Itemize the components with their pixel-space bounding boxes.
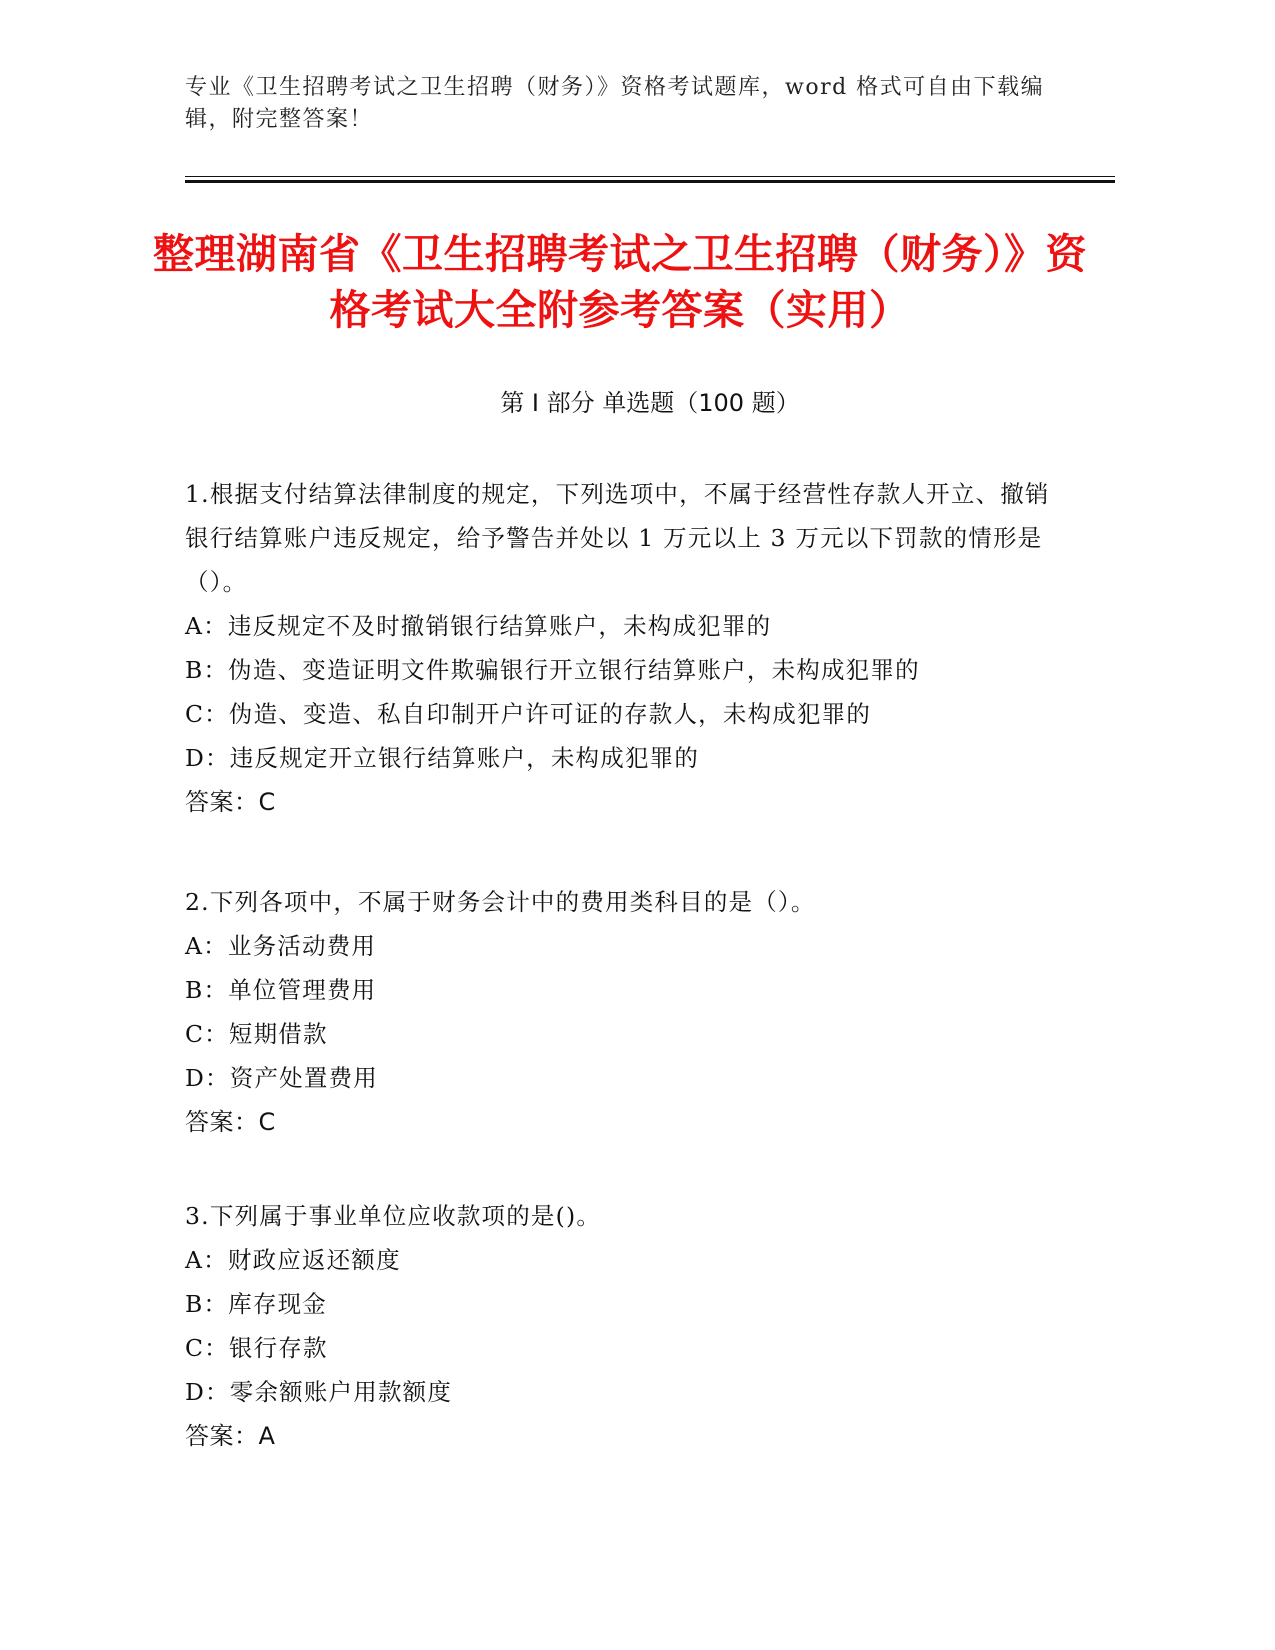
option-c: C：短期借款	[185, 1020, 328, 1048]
option-d: D：违反规定开立银行结算账户，未构成犯罪的	[185, 744, 700, 772]
option-a: A：违反规定不及时撤销银行结算账户，未构成犯罪的	[185, 612, 772, 640]
option-a: A：财政应返还额度	[185, 1246, 401, 1274]
question-1	[185, 472, 1065, 824]
option-d: D：零余额账户用款额度	[185, 1378, 453, 1406]
question-2	[185, 880, 1065, 1144]
question-stem: 2.下列各项中，不属于财务会计中的费用类科目的是（）。	[185, 888, 816, 916]
option-b: B：伪造、变造证明文件欺骗银行开立银行结算账户，未构成犯罪的	[185, 656, 920, 684]
question-stem: 1.根据支付结算法律制度的规定，下列选项中，不属于经营性存款人开立、撤销银行结算账户违反规定，给予警告并处以 1 万元以上 3 万元以下罚款的情形是（）。	[185, 480, 1050, 596]
option-b: B：库存现金	[185, 1290, 327, 1318]
question-stem: 3.下列属于事业单位应收款项的是()。	[185, 1202, 602, 1230]
section-heading: 第 I 部分 单选题（100 题）	[500, 389, 800, 417]
option-c: C：银行存款	[185, 1334, 328, 1362]
document-title: 整理湖南省《卫生招聘考试之卫生招聘（财务）》资格考试大全附参考答案（实用）	[153, 230, 1087, 334]
header-divider-thick	[185, 180, 1115, 183]
question-3	[185, 1194, 1065, 1458]
answer: 答案：C	[185, 788, 276, 816]
option-c: C：伪造、变造、私自印制开户许可证的存款人，未构成犯罪的	[185, 700, 872, 728]
answer: 答案：A	[185, 1422, 276, 1450]
option-a: A：业务活动费用	[185, 932, 377, 960]
header-divider-thin	[185, 176, 1115, 177]
answer: 答案：C	[185, 1108, 276, 1136]
option-b: B：单位管理费用	[185, 976, 377, 1004]
option-d: D：资产处置费用	[185, 1064, 378, 1092]
header-note: 专业《卫生招聘考试之卫生招聘（财务）》资格考试题库，word 格式可自由下载编辑，附完整答案！	[185, 75, 1045, 132]
